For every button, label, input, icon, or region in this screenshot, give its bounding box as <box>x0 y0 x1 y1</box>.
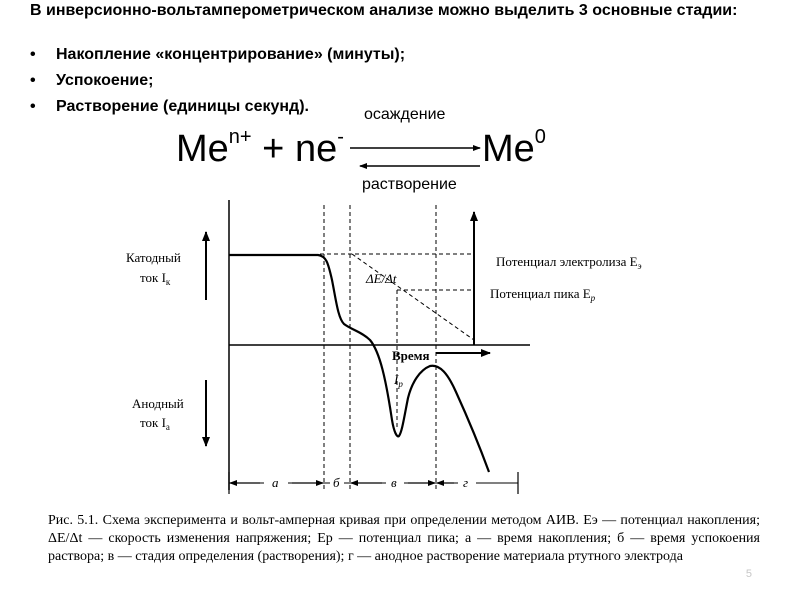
reverse-arrow-label: растворение <box>362 176 457 193</box>
interval-g-label: г <box>463 475 469 490</box>
me-ion-charge: n+ <box>228 126 252 148</box>
rate-label: ΔE/Δt <box>366 271 397 286</box>
stage-label: Растворение (единицы секунд). <box>56 98 309 115</box>
intro-text: В инверсионно-вольтамперометрическом анализе можно выделить 3 основные стадии: <box>30 2 738 19</box>
figure-caption: Рис. 5.1. Схема эксперимента и вольт-амперная кривая при определении методом АИВ. Еэ — потенциал накопления; ΔE/Δt — скорость изменения напряжения; Ер — потенциал пика; а — время накопления; б — время успокоения раствора; в — стадия определения (растворения); г — анодное растворение материала ртутного электрода <box>48 513 760 564</box>
cathodic-label-line2: ток $I_к$ <box>140 270 171 287</box>
electrolysis-label: Потенциал электролиза $E_э$ <box>496 254 642 271</box>
peak-current-label: $I_р$ <box>394 372 403 389</box>
bullet-icon: • <box>30 46 36 63</box>
stage-label: Накопление «концентрирование» (минуты); <box>56 46 406 63</box>
anodic-label-line1: Анодный <box>132 396 184 411</box>
me-ion: Me <box>176 128 229 170</box>
stage-label: Успокоение; <box>56 72 154 89</box>
electron-charge: - <box>337 126 344 148</box>
plus-sign: + <box>262 128 285 170</box>
electrons: ne <box>294 128 338 170</box>
bullet-icon: • <box>30 98 36 115</box>
anodic-label-line2: ток $I_а$ <box>140 415 170 432</box>
interval-v-label: в <box>391 475 397 490</box>
voltammetric-curve <box>229 255 489 472</box>
peak-label: Потенциал пика $E_р$ <box>490 286 596 303</box>
page-number: 5 <box>745 568 752 580</box>
interval-b-label: б <box>333 475 340 490</box>
me-metal: Me <box>482 128 535 170</box>
bullet-icon: • <box>30 72 36 89</box>
cathodic-label-line1: Катодный <box>126 250 181 265</box>
forward-arrow-label: осаждение <box>364 106 446 123</box>
time-label: Время <box>392 348 430 363</box>
potential-ramp-line <box>352 254 474 340</box>
interval-a-label: а <box>272 475 279 490</box>
me-metal-charge: 0 <box>534 126 546 148</box>
